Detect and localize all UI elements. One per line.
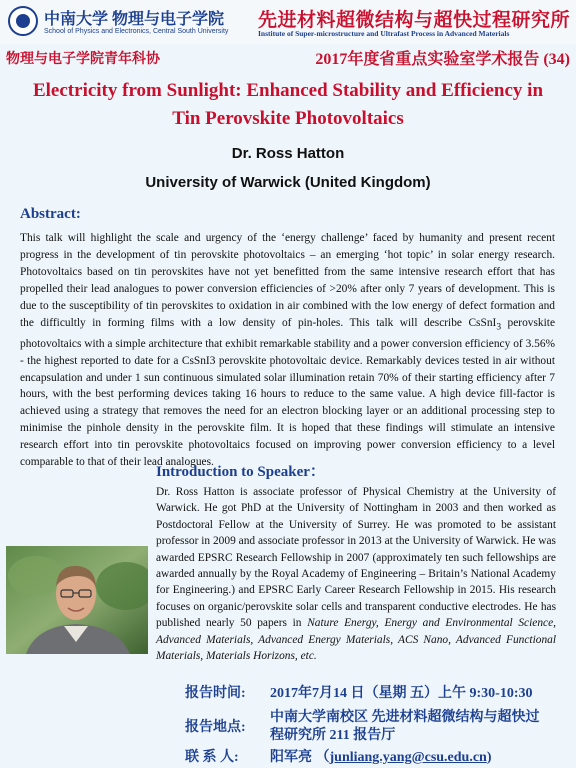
abstract-text-part1: This talk will highlight the scale and urgency of the ‘energy challenge’ faced by humanity and present recent progress in the development of tin perovskite photovoltaics – an emerging ‘hot topic’ in solar energy research. Photovoltaics based on tin perovskites have not yet benefitted from the same intensive research effort that has propelled their lead analogues to power conversion efficiencies of >20% after only 7 years of development. This is due to the susceptibility of tin perovskites to oxidation in air combined with the low energy of defect formation and the difficultly in forming films with a low density of pin-holes. This talk will describe CsSnI <box>20 232 555 329</box>
institute-name-en: Institute of Super-microstructure and Ultrafast Process in Advanced Materials <box>258 29 510 38</box>
contact-label: 联 系 人: <box>185 750 239 765</box>
report-series: 2017年度省重点实验室学术报告 (34) <box>315 51 570 68</box>
talk-title-line1: Electricity from Sunlight: Enhanced Stability and Efficiency in <box>32 80 544 101</box>
contact-email-link[interactable]: junliang.yang@csu.edu.cn <box>329 750 487 765</box>
time-label: 报告时间: <box>185 686 246 701</box>
place-label: 报告地点: <box>185 720 246 735</box>
speaker-name: Dr. Ross Hatton <box>231 145 345 162</box>
place-line2: 程研究所 211 报告厅 <box>270 728 396 743</box>
talk-title-line2: Tin Perovskite Photovoltaics <box>172 108 404 129</box>
place-line1: 中南大学南校区 先进材料超微结构与超快过 <box>270 710 540 725</box>
speaker-affiliation: University of Warwick (United Kingdom) <box>145 174 431 191</box>
speaker-bio <box>156 484 556 664</box>
abstract-subscript: 3 <box>496 321 502 332</box>
bio-journals: Nature Energy, Energy and Environmental Science, Advanced Materials, Advanced Energy Materials, ACS Nano, Advanced Functional Materials, Materials Horizons, etc. <box>156 617 556 663</box>
school-name-en: School of Physics and Electronics, Central South University <box>44 28 229 35</box>
speaker-portrait-icon <box>6 546 148 654</box>
intro-heading: Introduction to Speaker： <box>156 464 325 480</box>
university-logo-icon <box>8 6 38 36</box>
contact-name: 阳军亮 （ <box>270 750 330 765</box>
association-name: 物理与电子学院青年科协 <box>6 52 160 67</box>
contact-end: ) <box>486 750 492 765</box>
abstract-text <box>20 230 555 471</box>
speaker-photo <box>6 546 148 654</box>
bio-text: Dr. Ross Hatton is associate professor of Physical Chemistry at the University of Warwick. He got PhD at the University of Nottingham in 2003 and then worked as Postdoctoral Fellow at the University of Surrey. He was promoted to be assistant professor in 2009 and associate professor in 2013 at the University of Warwick. He was awarded EPSRC Research Fellowship in 2007 (approximately ten such fellowships are awarded annually by the Royal Academy of Engineering – Britain’s National Academy for Engineering.) and EPSRC Early Career Research Fellowship in 2015. His research focuses on organic/perovskite solar cells and transparent conductive electrodes. He has published nearly 50 papers in <box>156 486 556 630</box>
contact-value <box>270 746 492 766</box>
school-name-cn: 中南大学 物理与电子学院 <box>44 11 225 28</box>
header <box>0 0 576 44</box>
abstract-text-part2: perovskite photovoltaics with a simple architecture that exhibit remarkable stability and a power conversion efficiency of 3.56% - the highest reported to date for a CsSnI3 perovskite photovoltaic device. Remarkably devices tested in air without encapsulation and under 1 sun continuous simulated solar illumination retain 70% of their starting efficiency after 7 hours, with the best performing devices taking 16 hours to reduce to the same value. A high device fill-factor is achieved using a strategy that removes the need for an electron blocking layer or an additional processing step to minimise the pinhole density in the perovskite film. It is hoped that these findings will stimulate an intensive research effort into tin perovskite photovoltaics focused on improving power conversion efficiency to a level comparable to that of their lead analogues. <box>20 316 556 469</box>
time-value: 2017年7月14 日（星期 五）上午 9:30-10:30 <box>270 686 533 701</box>
abstract-heading: Abstract: <box>20 206 81 222</box>
institute-name-cn: 先进材料超微结构与超快过程研究所 <box>258 10 571 31</box>
